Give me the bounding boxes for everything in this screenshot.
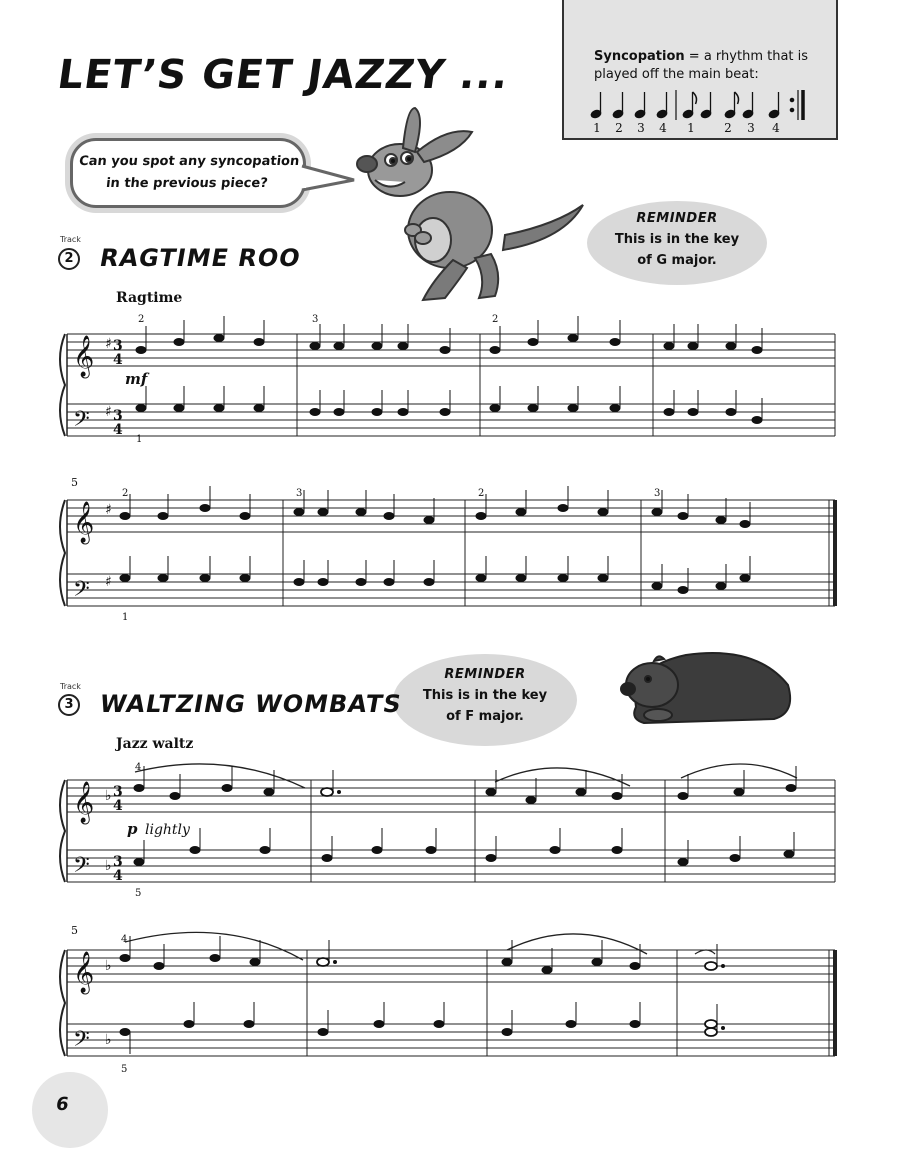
fingering: 5: [135, 888, 142, 898]
svg-text:4: 4: [113, 352, 123, 368]
beat-count: 1: [687, 121, 695, 135]
speech-bubble-line1: Can you spot any syncopation: [78, 154, 301, 169]
beat-count: 3: [637, 121, 645, 135]
svg-text:𝄢: 𝄢: [73, 1027, 90, 1057]
syncopation-definition-line2: played off the main beat:: [594, 67, 759, 82]
reminder-line: This is in the key: [422, 688, 548, 703]
svg-text:𝄢: 𝄢: [73, 577, 90, 607]
track-label: Track: [60, 235, 81, 244]
reminder-g-major: [582, 208, 772, 271]
tempo-marking: Ragtime: [116, 290, 183, 306]
svg-text:♭: ♭: [105, 858, 112, 874]
wombat-illustration: [618, 645, 798, 730]
reminder-line: of F major.: [446, 709, 524, 724]
waltzing-wombats-system-1: [55, 758, 845, 898]
fingering: 1: [122, 612, 129, 623]
svg-text:♭: ♭: [105, 788, 112, 804]
fingering: 1: [136, 434, 143, 442]
speech-bubble: [70, 138, 306, 208]
song-title-ragtime-roo: RAGTIME ROO: [97, 244, 304, 272]
svg-text:4: 4: [113, 422, 123, 438]
reminder-heading: REMINDER: [636, 211, 718, 226]
beat-count: 2: [615, 121, 623, 135]
svg-text:𝄞: 𝄞: [73, 502, 95, 543]
fingering: 3: [654, 488, 661, 499]
fingering: 2: [492, 314, 499, 325]
reminder-heading: REMINDER: [444, 667, 526, 682]
fingering: 5: [121, 1064, 128, 1075]
measure-number: 5: [71, 924, 78, 937]
svg-text:𝄢: 𝄢: [73, 407, 90, 437]
beat-count: 3: [747, 121, 755, 135]
syncopation-term: Syncopation: [594, 49, 685, 64]
syncopation-info-box: [562, 0, 838, 140]
track-number: 3: [58, 694, 80, 716]
syncopation-definition-rest: = a rhythm that is: [684, 49, 809, 64]
svg-text:𝄞: 𝄞: [73, 952, 95, 993]
kangaroo-illustration: [355, 100, 590, 305]
beat-count: 4: [659, 121, 667, 135]
expression-marking: lightly: [145, 822, 190, 838]
track-number: 2: [58, 248, 80, 270]
svg-text:𝄢: 𝄢: [73, 853, 90, 883]
beat-count: 1: [593, 121, 601, 135]
svg-text:3: 3: [113, 784, 123, 800]
beat-count: 2: [724, 121, 732, 135]
syncopation-rhythm-example: [584, 86, 834, 138]
fingering: 2: [478, 488, 485, 499]
beat-count: 4: [772, 121, 780, 135]
svg-text:𝄞: 𝄞: [73, 336, 95, 377]
svg-text:♭: ♭: [105, 1032, 112, 1048]
svg-text:3: 3: [113, 854, 123, 870]
page-title: LET’S GET JAZZY ...: [54, 52, 512, 98]
waltzing-wombats-system-2: [55, 920, 845, 1075]
svg-text:♯: ♯: [105, 404, 112, 420]
fingering: 2: [138, 314, 145, 325]
track-label: Track: [60, 682, 81, 691]
fingering: 4: [121, 934, 128, 945]
svg-text:♯: ♯: [105, 336, 112, 352]
svg-text:3: 3: [113, 338, 123, 354]
fingering: 3: [312, 314, 319, 325]
reminder-line: This is in the key: [614, 232, 740, 247]
tempo-marking: Jazz waltz: [116, 736, 194, 752]
page-number-decoration: [30, 1070, 110, 1150]
ragtime-roo-system-1: [55, 312, 845, 442]
measure-number: 5: [71, 476, 78, 489]
svg-text:𝄞: 𝄞: [73, 782, 95, 823]
svg-text:4: 4: [113, 798, 123, 814]
song-title-waltzing-wombats: WALTZING WOMBATS: [97, 690, 405, 718]
svg-text:♯: ♯: [105, 574, 112, 590]
fingering: 2: [122, 488, 129, 499]
speech-bubble-line2: in the previous piece?: [105, 176, 269, 191]
fingering: 4: [135, 762, 142, 773]
fingering: 3: [296, 488, 303, 499]
svg-text:3: 3: [113, 408, 123, 424]
syncopation-definition: [594, 48, 808, 84]
page-number: 6: [54, 1094, 71, 1115]
svg-text:♯: ♯: [105, 502, 112, 518]
svg-text:♭: ♭: [105, 958, 112, 974]
reminder-line: of G major.: [637, 253, 717, 268]
svg-text:4: 4: [113, 868, 123, 884]
reminder-f-major: [390, 664, 580, 727]
ragtime-roo-system-2: [55, 474, 845, 624]
dynamic-marking: mf: [125, 370, 148, 388]
dynamic-marking: p: [127, 820, 138, 838]
speech-bubble-tail: [300, 160, 360, 200]
